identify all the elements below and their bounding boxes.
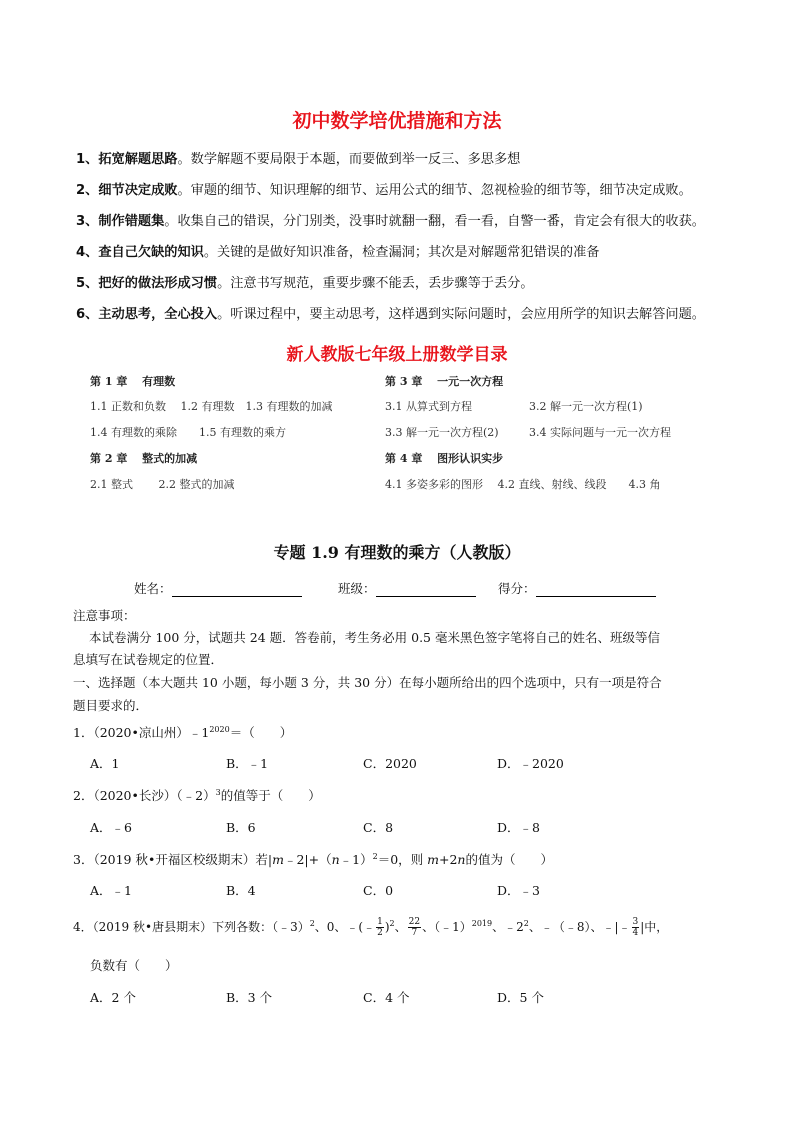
toc-row: 1.4 有理数的乘除 1.5 有理数的乘方	[90, 426, 286, 439]
toc-row: 3.4 实际问题与一元一次方程	[529, 426, 671, 439]
option[interactable]: A．﹣6	[90, 820, 132, 835]
question-4-line2: 负数有（ ）	[90, 958, 178, 973]
notice-label: 注意事项：	[73, 608, 136, 623]
question-3: 3．（2019 秋•开福区校级期末）若|m﹣2|+（n﹣1）$^2$＝0，则 m+2n的值为（ ）	[73, 851, 553, 867]
fraction: $\frac{22}{7}$	[408, 917, 421, 938]
fraction: $\frac{3}{4}$	[632, 917, 639, 938]
question-1: 1．（2020•凉山州）$﹣1^{2020}=$（ ）	[73, 724, 293, 740]
fraction: $\frac{1}{2}$	[377, 917, 383, 938]
score-blank[interactable]	[536, 583, 656, 597]
score-field: 得分：	[498, 579, 656, 597]
option[interactable]: A．﹣1	[90, 883, 132, 898]
toc-chapter-4: 第 4 章 图形认识实步	[385, 452, 504, 465]
option[interactable]: B．4	[226, 883, 256, 898]
notice-text: 本试卷满分 100 分，试题共 24 题．答卷前，考生务必用 0.5 毫米黑色签字笔将自己的姓名、班级等信	[89, 630, 660, 645]
page-title: 初中数学培优措施和方法	[292, 110, 502, 132]
tip-item: 5、把好的做法形成习惯。注意书写规范，重要步骤不能丢，丢步骤等于丢分。	[76, 276, 534, 291]
class-field: 班级：	[338, 579, 476, 597]
option[interactable]: C．4 个	[363, 990, 410, 1005]
option[interactable]: D．﹣2020	[497, 756, 564, 771]
option[interactable]: B．﹣1	[226, 756, 269, 771]
toc-row: 3.3 解一元一次方程(2)	[385, 426, 499, 439]
tip-item: 1、拓宽解题思路。数学解题不要局限于本题，而要做到举一反三、多思多想	[76, 152, 521, 167]
toc-chapter-1: 第 1 章 有理数	[90, 375, 176, 388]
tip-item: 2、细节决定成败。审题的细节、知识理解的细节、运用公式的细节、忽视检验的细节等，细节决定成败。	[76, 183, 692, 198]
toc-chapter-2: 第 2 章 整式的加减	[90, 452, 198, 465]
toc-row: 4.1 多姿多彩的图形 4.2 直线、射线、线段 4.3 角	[385, 478, 661, 491]
notice-text: 息填写在试卷规定的位置．	[73, 652, 224, 667]
option[interactable]: B．6	[226, 820, 256, 835]
toc-row: 3.2 解一元一次方程(1)	[529, 400, 643, 413]
option[interactable]: D．5 个	[497, 990, 544, 1005]
option[interactable]: C．8	[363, 820, 394, 835]
toc-title: 新人教版七年级上册数学目录	[286, 345, 508, 365]
toc-row: 2.1 整式 2.2 整式的加减	[90, 478, 235, 491]
tip-item: 4、查自己欠缺的知识。关键的是做好知识准备，检查漏洞；其次是对解题常犯错误的准备	[76, 245, 600, 260]
option[interactable]: A．1	[90, 756, 120, 771]
tip-item: 6、主动思考，全心投入。听课过程中，要主动思考，这样遇到实际问题时，会应用所学的知识去解答问题。	[76, 307, 705, 322]
name-field: 姓名：	[134, 579, 302, 597]
option[interactable]: D．﹣8	[497, 820, 540, 835]
option[interactable]: D．﹣3	[497, 883, 540, 898]
toc-row: 3.1 从算式到方程	[385, 400, 472, 413]
option[interactable]: C．2020	[363, 756, 417, 771]
toc-chapter-3: 第 3 章 一元一次方程	[385, 375, 504, 388]
option[interactable]: B．3 个	[226, 990, 273, 1005]
section-instructions: 题目要求的．	[73, 698, 149, 713]
option[interactable]: C．0	[363, 883, 394, 898]
question-4: 4．（2019 秋•唐县期末）下列各数：（﹣3）$^2$、0、﹣(﹣ $\frac{1}{2}$ )$^2$、 $\frac{22}{7}$ 、（﹣1）$^{2019}$、$﹣2^2$、﹣（﹣8）、﹣|﹣ $\frac{3}{4}$ |中，	[73, 917, 669, 938]
question-2: 2．（2020•长沙）（﹣2）$^3$的值等于（ ）	[73, 787, 321, 803]
toc-row: 1.1 正数和负数 1.2 有理数 1.3 有理数的加减	[90, 400, 333, 413]
section-instructions: 一、选择题（本大题共 10 小题，每小题 3 分，共 30 分）在每小题所给出的四个选项中，只有一项是符合	[73, 675, 662, 690]
exam-title: 专题 1.9 有理数的乘方（人教版）	[273, 543, 521, 562]
class-blank[interactable]	[376, 583, 476, 597]
tip-item: 3、制作错题集。收集自己的错误，分门别类，没事时就翻一翻，看一看，自警一番，肯定会有很大的收获。	[76, 214, 705, 229]
option[interactable]: A．2 个	[90, 990, 136, 1005]
name-blank[interactable]	[172, 583, 302, 597]
